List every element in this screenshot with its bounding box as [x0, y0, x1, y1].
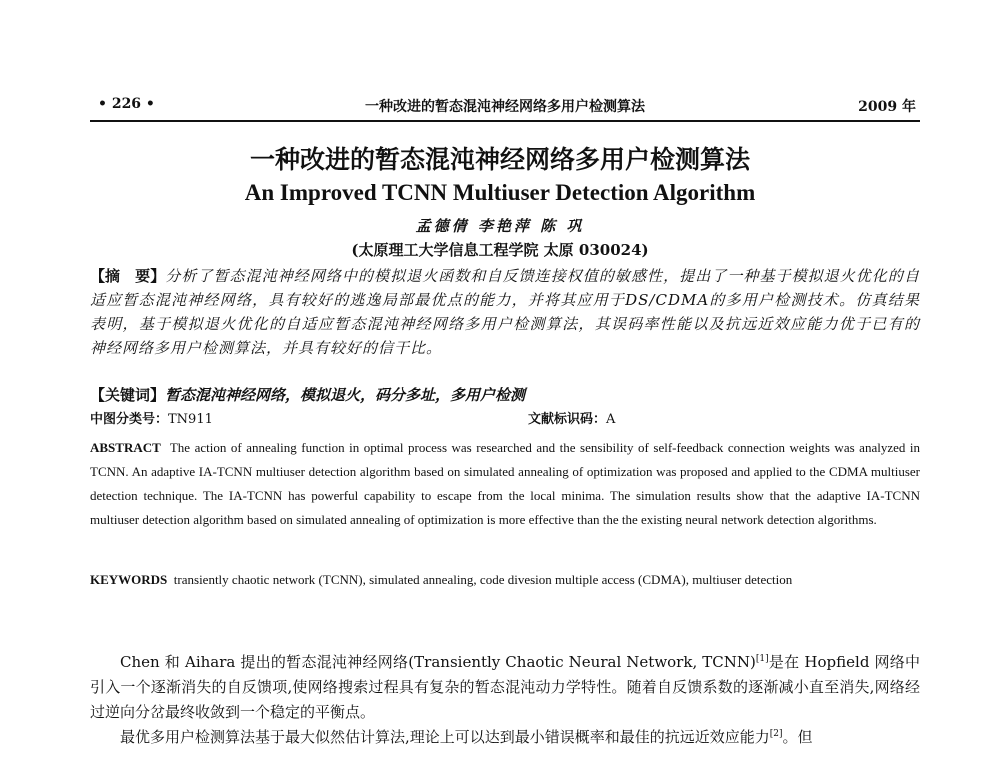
title-chinese: 一种改进的暂态混沌神经网络多用户检测算法	[249, 145, 750, 174]
running-title: 一种改进的暂态混沌神经网络多用户检测算法	[365, 99, 645, 115]
keywords-chinese	[90, 385, 920, 405]
body-text	[90, 650, 920, 750]
publication-year: 2009 年	[858, 99, 916, 115]
abstract-chinese-text: 分析了暂态混沌神经网络中的模拟退火函数和自反馈连接权值的敏感性，提出了一种基于模拟退火优化的自适应暂态混沌神经网络，具有较好的逃逸局部最优点的能力，并将其应用于DS/CDMA的多用户检测技术。仿真结果表明，基于模拟退火优化的自适应暂态混沌神经网络多用户检测算法，其误码率性能以及抗远近效应能力优于已有的神经网络多用户检测算法，并具有较好的信干比。	[90, 267, 920, 357]
document-code: 文献标识码：A	[528, 412, 616, 427]
citation-2: [2]	[769, 729, 783, 739]
keywords-chinese-text: 暂态混沌神经网络，模拟退火，码分多址，多用户检测	[165, 386, 526, 404]
abstract-english-text: The action of annealing function in optimal process was researched and the sensibility of self-feedback connection weights was analyzed in TCNN. An adaptive IA-TCNN multiuser detection algorithm based on simulated annealing of optimization was proposed and applied to the CDMA multiuser detection technique. The IA-TCNN has powerful capability to escape from the local minima. The simulation results show that the adaptive IA-TCNN multiuser detection algorithm based on simulated annealing of optimization is more effective than the the existing neural network detection algorithms.	[90, 440, 921, 527]
page-number: • 226 •	[98, 96, 155, 112]
abstract-chinese	[90, 264, 920, 360]
keywords-english-text: transiently chaotic network (TCNN), simulated annealing, code divesion multiple access (CDMA), multiuser detection	[173, 572, 793, 587]
title-english: An Improved TCNN Multiuser Detection Algorithm	[244, 180, 756, 205]
affiliation: (太原理工大学信息工程学院 太原 030024)	[351, 241, 649, 259]
citation-1: [1]	[755, 654, 769, 664]
abstract-english-label: ABSTRACT	[90, 440, 161, 455]
header-rule	[90, 120, 920, 122]
body-paragraph-2: 最优多用户检测算法基于最大似然估计算法,理论上可以达到最小错误概率和最佳的抗远近效应能力[2]。但	[120, 728, 813, 746]
running-header	[90, 96, 920, 118]
authors: 孟德倩 李艳萍 陈 巩	[415, 217, 585, 235]
abstract-chinese-label: 【摘 要】	[90, 267, 166, 285]
body-paragraph-1: Chen 和 Aihara 提出的暂态混沌神经网络(Transiently Chaotic Neural Network, TCNN)[1]是在 Hopfield 网络中引入一个逐渐消失的自反馈项,使网络搜索过程具有复杂的暂态混沌动力学特性。随着自反馈系数的逐渐减小直至消失,网络经过逆向分岔最终收敛到一个稳定的平衡点。	[90, 653, 920, 721]
keywords-chinese-label: 【关键词】	[90, 386, 166, 404]
abstract-english	[90, 436, 920, 532]
keywords-english-label: KEYWORDS	[90, 572, 168, 587]
keywords-english	[90, 568, 920, 592]
clc-number: 中图分类号：TN911	[90, 412, 213, 427]
